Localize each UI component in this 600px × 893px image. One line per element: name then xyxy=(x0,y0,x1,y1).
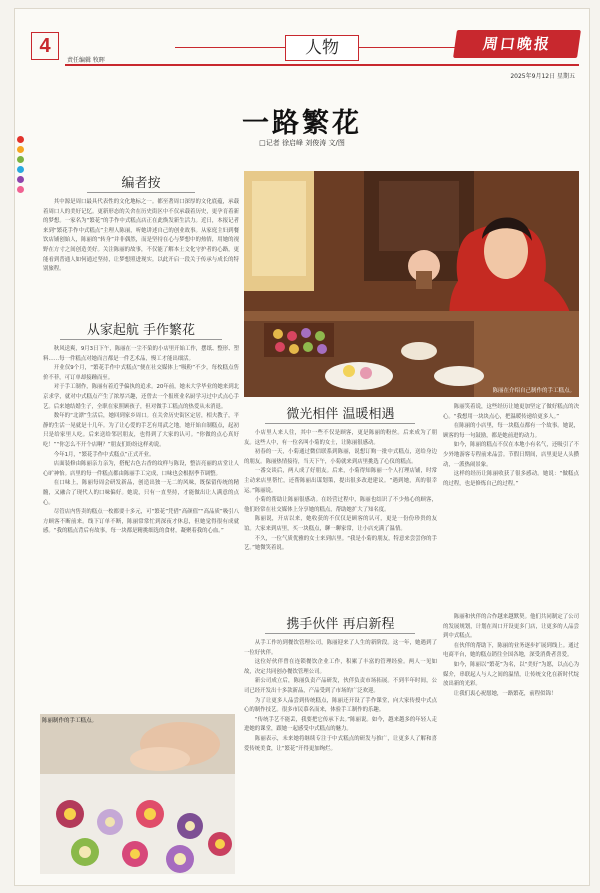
decor-dot xyxy=(17,176,24,183)
section-body-1: 秋风送爽，9月3日下午，陈丽在一尘不染的小店里开始工作，摆纸、整形、塑料……每一件糕点对她而言都是一件艺术品，慢工才能出细活。 开业仅9个月，“繁花手作中式糕点”便在社交媒体上“吸粉”不少，每枚糕点售价不菲，可订单却接踵而至。 对于手工制作，陈丽有着近乎偏执的追求。20年前，她未大学毕业的她来到北京求学，就对中式糕点产生了浓厚兴趣，还曾去一个报班业名厨学习过中式点心手艺。后来她结婚生子，全职在家照顾孩子，但对做手工糕点的热爱从未消退。 数年的“北漂”生活后，她回到家乡周口。在关舍历史街区定居，相夫教子，平静的生活一晃就是十几年。为了让心爱的手艺有用武之地，她开始自制糕点，起初只是给家里人吃。后来送给邻居朋友，也得到了大家的认可。“你做的点心真好吃！”“你怎么不开个店啊？”朋友们纷纷这样劝说。 今年1月，“繁花手作中式糕点”正式开业。 店面装修由陈丽亲力亲为，搭配古色古香的纹样与陈设，整洁亮丽的店堂让人心旷神怡。店里的每一件糕点都由陈丽手工完成，口味也会根据季节调整。 在口味上，陈丽每周会研发新品，创造出独一无二的风味，既保留传统的精髓，又融合了现代人的口味偏好。她说，只有一直坚持，才能做出让人满意的点心。 尽管店内售卖的糕点一枚都要十多元，可“繁花”凭借“高颜值”“高品质”吸引八方顾客不断前来。线下订单不断，陈丽常常忙到深夜才休息，但她觉得很有成就感。“我的糕点背后有故事，每一块都是精挑细选的食材，凝聚着我的心血。” xyxy=(43,346,239,535)
section-rule-1 xyxy=(60,339,222,340)
right-column-body-2: 陈丽和伙伴的合作越来越默契。他们共同制定了公司的发展规划，计划在周口开设更多门店，让更多的人品尝到中式糕点。 在伙伴的帮助下，陈丽的业务逐步扩展到线上。通过电商平台，她的糕点销往全国各地，深受消费者喜爱。 如今，陈丽以“繁花”为名，以“美好”为愿，以点心为媒介，串联起人与人之间的温情，让传统文化在新时代绽放出新的光彩。 让我们衷心祝愿她，一路繁花，前程似锦！ xyxy=(443,614,579,697)
section-label: 人物 xyxy=(285,35,359,61)
section-body-2: 小店里人来人往，其中一些不仅是顾客，更是陈丽的粉丝。后来成为了朋友。这些人中，有一位名叫小菊的女士，让陈丽很感动。 初春的一天，小菊通过微信联系到陈丽，说想订购一批中式糕点，送给身边的朋友。陈丽热情接待，当天下午，小菊就来到店里挑选了心仪的糕点。 一番交谈后，两人成了好朋友。后来，小菊得知陈丽一个人打理店铺，时常主动来店里帮忙，还帮陈丽出谋划策，提出很多改进建议。“遇到她，真的很幸运。”陈丽说。 小菊的帮助让陈丽很感动。在经营过程中，陈丽也结识了不少热心的顾客，他们经常在社交媒体上分享她的糕点，帮助她扩大了知名度。 陈丽说，开店以来，她收获的不仅仅是顾客的认可，更是一份份珍贵的友谊。大家来到店里，买一块糕点，聊一聊家常，让小店充满了温情。 不久，一位气质优雅的女士来到店里。“我是小菊的朋友，特意来尝尝你的手艺。”她微笑着说。 xyxy=(244,430,437,552)
editor-note-body: 其中源是周口最具代表性的文化地标之一。都至著周口深厚的文化底蕴，承载着周口人的美好记忆。更新形态的关舍在历史街区中不仅承载着历史，更孕育着新的梦想。一家名为“繁花”的手作中式糕点店正在此焕发新生活力。近日，本报记者来到“繁花手作中式糕点”主理人陈丽，听她讲述自己的创业故事。从家庭主妇到餐饮店铺创始人，陈丽的“转身”并非偶然，而是坚持在心与梦想中的热情，用她的视野在方寸之间创造美好。关注陈丽的故事，不仅能了解本土文化守护者的心路，更能看到普通人如何通过坚持，让梦想照进现实。以此开启一段关于传承与成长的特别旅程。 xyxy=(43,199,239,273)
newspaper-page xyxy=(14,8,590,886)
photo1-caption: 陈丽在介绍自己制作的手工糕点。 xyxy=(492,388,575,394)
section-heading-3: 携手伙伴 再启新程 xyxy=(286,617,395,632)
decor-dot xyxy=(17,186,24,193)
photo2-caption: 陈丽制作的手工糕点。 xyxy=(42,718,98,724)
decor-dot xyxy=(17,156,24,163)
portrait-photo xyxy=(244,171,579,397)
article-title: 一路繁花 xyxy=(242,108,362,139)
editor-note-rule xyxy=(87,192,195,193)
section-rule-3 xyxy=(265,633,415,634)
pastry-illustration xyxy=(40,714,235,874)
newspaper-logo: 周口晚报 xyxy=(453,30,581,58)
portrait-illustration xyxy=(244,171,579,397)
decor-dot xyxy=(17,166,24,173)
editor-note-heading: 编者按 xyxy=(121,176,161,191)
issue-date: 2025年9月12日 星期五 xyxy=(510,73,575,80)
header-rule xyxy=(65,64,579,66)
section-body-3: 从手工作坊到餐饮管理公司，陈丽迎来了人生的新阶段。这一年，她遇到了一位好伙伴。 这位好伙伴曾在连锁餐饮企业工作，积累了丰富的管理经验。两人一见如故，决定共同创办餐饮管理公司。 新公司成立后，陈丽负责产品研发，伙伴负责市场拓展。不到半年时间，公司已经开发出十多款新品，产品受到了市场的广泛欢迎。 为了让更多人品尝到传统糕点，陈丽还开设了手作课堂，向大家传授中式点心的制作技艺。很多市民慕名而来，体验手工制作的乐趣。 “传统手艺不能丢，我要把它传承下去。”陈丽说。如今，越来越多的年轻人走进她的课堂，跟她一起感受中式糕点的魅力。 陈丽表示，未来她将继续专注于中式糕点的研发与推广，让更多人了解和喜爱传统美食，让“繁花”开得更加绚烂。 xyxy=(244,640,437,752)
section-heading-1: 从家起航 手作繁花 xyxy=(86,323,196,338)
byline: □记者 徐启峰 刘俊涛 文/图 xyxy=(259,139,345,147)
editor-line: 责任编辑 牧晖 xyxy=(67,57,105,64)
page-header xyxy=(15,9,589,65)
right-column-body-1: 陈丽笑着说，这些经历让她更加坚定了做好糕点的决心。“我想用一块块点心，把温暖传递给更多人。” 在陈丽的小店里，每一块糕点都有一个故事。她说，顾客的每一句鼓励，都是她前进的动力。 如今，陈丽的糕点不仅在本地小有名气，还吸引了不少外地游客专程前来品尝。节假日期间，店里更是人头攒动，一派热闹景象。 这样的经历让陈丽收获了很多感动。她说：“做糕点的过程，也是修炼自己的过程。” xyxy=(443,404,579,487)
section-heading-2: 微光相伴 温暖相遇 xyxy=(286,407,395,422)
pastry-photo xyxy=(40,714,235,874)
page-number: 4 xyxy=(31,32,59,60)
section-rule-2 xyxy=(265,423,415,424)
